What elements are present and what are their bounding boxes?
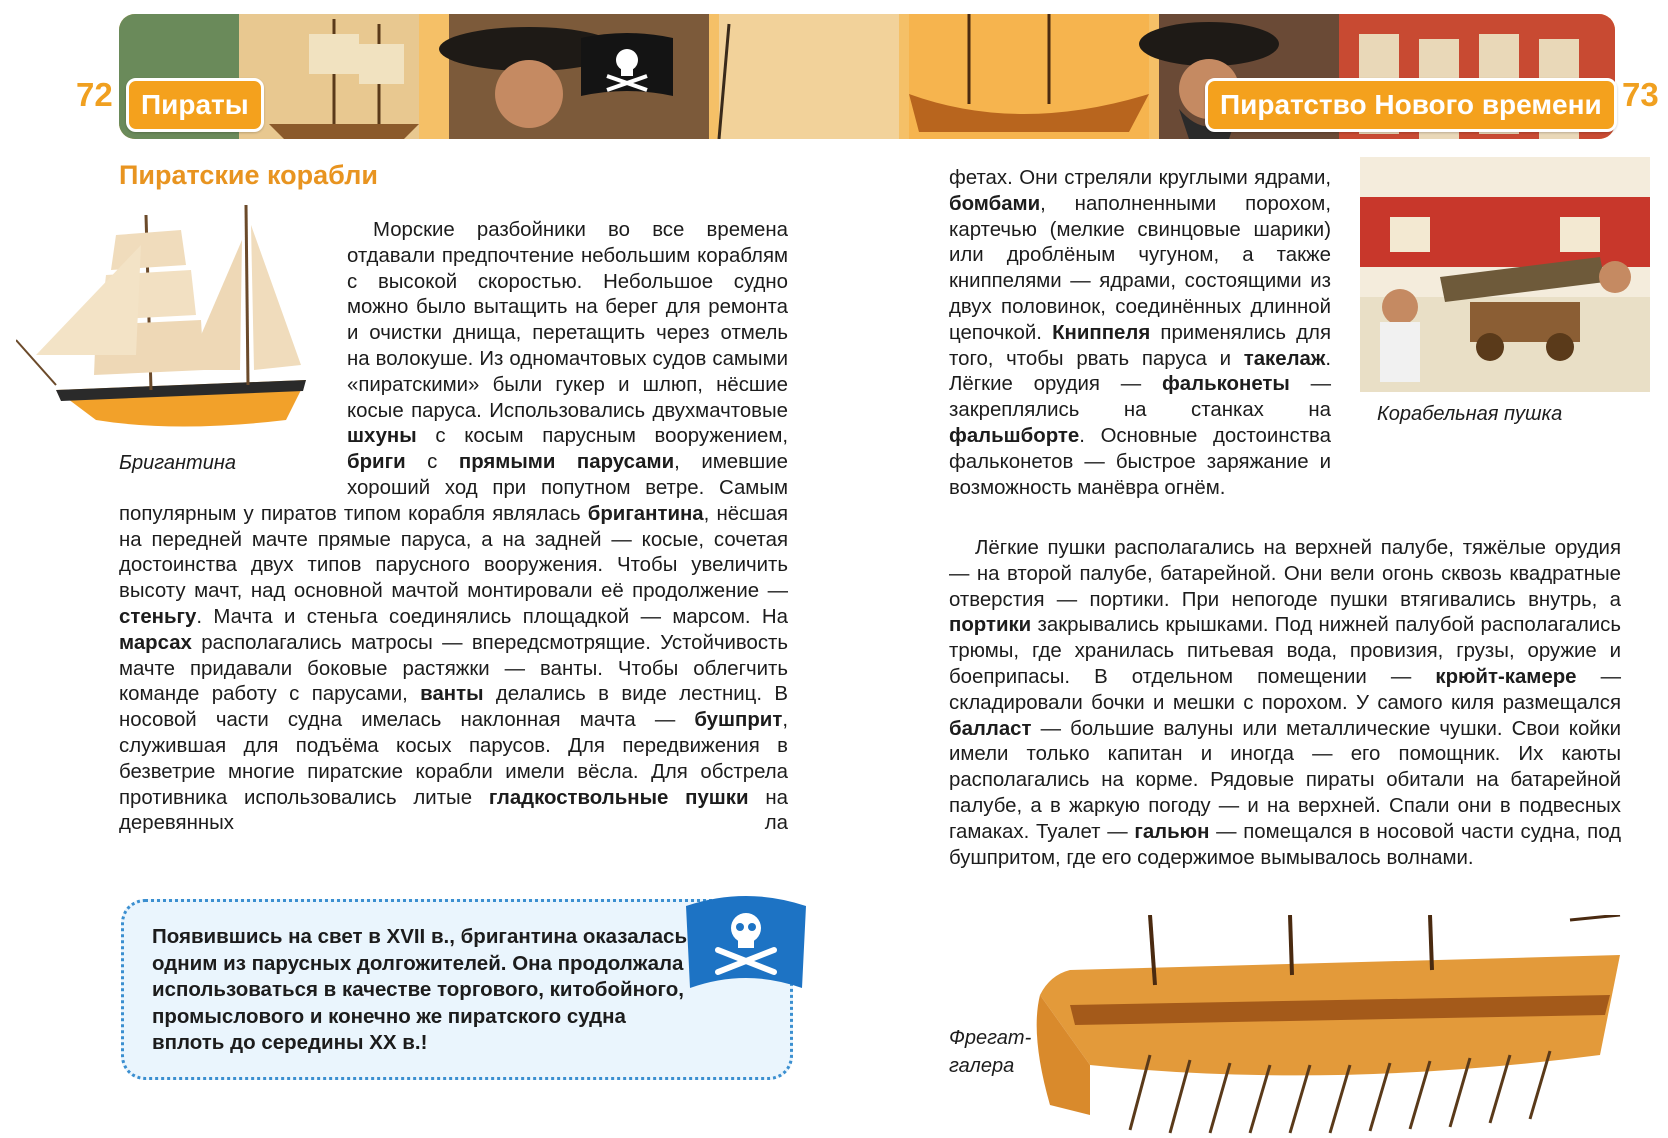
key-term: ванты [420, 683, 484, 706]
skull-crossbones-icon [682, 892, 810, 990]
left-column-body [119, 218, 788, 837]
text-run: закрывались крышками. Под нижней палубой располагались трюмы, где хранилась питьевая вода, провизия, грузы, оружие и боеприпасы. В отдельном помещении — [949, 614, 1621, 688]
key-term: портики [949, 614, 1032, 637]
text-run: с косым парусным вооружением, [416, 425, 788, 448]
cannon-caption: Корабельная пушка [1377, 403, 1563, 425]
section-tab-right: Пиратство Нового времени [1205, 78, 1617, 132]
page-title: Пиратские корабли [119, 160, 378, 190]
text-run: делались в виде лестниц. В носовой части судна имелась наклонная мачта — [119, 683, 788, 732]
text-run: располагались матросы — впередсмотрящие. Устойчивость мачте придавали боковые растяжки — ванты. Чтобы облегчить команде работу с парусами, [119, 631, 788, 706]
key-term: бриги [347, 451, 406, 474]
text-run: . Основные достоинства фальконетов — быстрое заряжание и возможность манёвра огнём. [949, 424, 1331, 499]
decks-paragraph [949, 536, 1621, 871]
text-run: , нёсшая на передней мачте прямые паруса, а на задней — косые, сочетая достоинства двух типов парусного вооружения. Чтобы увеличить высоту мачт, над основной мачтой монтировали её продолжение — [119, 502, 788, 603]
text-run: с [405, 451, 459, 474]
image-float-spacer [119, 218, 347, 494]
key-term: гладкоствольные пушки [488, 786, 749, 809]
key-term: балласт [949, 717, 1032, 740]
key-term: бригантина [587, 502, 704, 525]
left-page-number: 72 [76, 76, 113, 113]
key-term: фальконеты [1161, 373, 1290, 396]
key-term: бушприт [694, 709, 783, 732]
text-run: , имевшие хороший ход при попутном ветре. Самым популярным у пиратов типом корабля являлась [119, 451, 788, 525]
text-run: , наполненными порохом, картечью (мелкие свинцовые шарики) или дроблёным чугуном, а также книппелями — ядрами, состоящими из двух половинок, соединённых длинной цепочкой. [949, 192, 1331, 344]
text-run: . Лёгкие орудия — [949, 347, 1331, 396]
text-run: . Мачта и стеньга соединялись площадкой — марсом. На [196, 605, 788, 628]
text-run: — складировали бочки и мешки с порохом. У самого киля размещался [949, 665, 1621, 714]
key-term: шхуны [347, 425, 417, 448]
text-run: Лёгкие пушки располагались на верхней палубе, тяжёлые орудия — на второй палубе, батарейной. Они вели огонь сквозь квадратные отверстия — портики. При непогоде пушки втягивались внутрь, а [949, 537, 1621, 611]
text-run: , служившая для подъёма косых парусов. Для передвижения в безветрие многие пиратские корабли имели вёсла. Для обстрела противника использовались литые [119, 709, 788, 809]
text-run: Морские разбойники во все времена отдавали предпочтение небольшим кораблям с высокой скоростью. Небольшое судно можно было вытащить на берег для ремонта и очистки днища, перетащить через отмель на волокуше. Из одномачтовых судов самыми «пиратскими» были гукер и шлюп, нёсшие косые паруса. Использовались двухмачтовые [347, 219, 788, 422]
brigantine-caption: Бригантина [119, 452, 236, 474]
text-run: — закреплялись на станках на [949, 373, 1331, 422]
text-run: — большие валуны или металлические чушки. Свои койки имели только капитан и иногда — его помощник. Их каюты располагались на корме. Рядовые пираты обитали на батарейной палубе, а в жаркую погоду — и на верхней. Спали они в подвесных гамаках. Туалет — [949, 717, 1621, 843]
section-tab-left: Пираты [126, 78, 264, 132]
jolly-roger-flag-icon [581, 32, 673, 102]
text-run: — помещался в носовой части судна, под бушпритом, где его содержимое вымывалось волнами. [949, 820, 1621, 869]
key-term: прямыми парусами [458, 451, 675, 474]
image-float-spacer-right [1331, 166, 1621, 451]
text-run: фетах. Они стреляли круглыми ядрами, [949, 167, 1331, 189]
key-term: марсах [119, 631, 192, 654]
key-term: Книппеля [1052, 321, 1151, 344]
key-term: крюйт-камере [1435, 665, 1577, 688]
right-page-number: 73 [1622, 76, 1659, 113]
text-run: на деревянных ла [119, 786, 788, 835]
right-column-paragraph-2 [949, 536, 1621, 871]
key-term: фальшборте [949, 424, 1080, 447]
info-box-text: Появившись на свет в XVII в., бригантина оказалась одним из парусных долгожителей. Она продолжала использоваться в качестве торгового, китобойного, промыслового и конечно же пиратского судна вплоть до середины XX в.! [152, 925, 688, 1054]
frigate-galley-illustration [1030, 915, 1630, 1135]
key-term: стеньгу [119, 605, 197, 628]
frigate-caption: Фрегат-галера [949, 1027, 1032, 1077]
right-column-body-continued [949, 166, 1621, 501]
key-term: такелаж [1243, 347, 1326, 370]
key-term: бомбами [949, 192, 1041, 215]
key-term: гальюн [1134, 820, 1210, 843]
text-run: применялись для того, чтобы рвать паруса и [949, 321, 1331, 370]
